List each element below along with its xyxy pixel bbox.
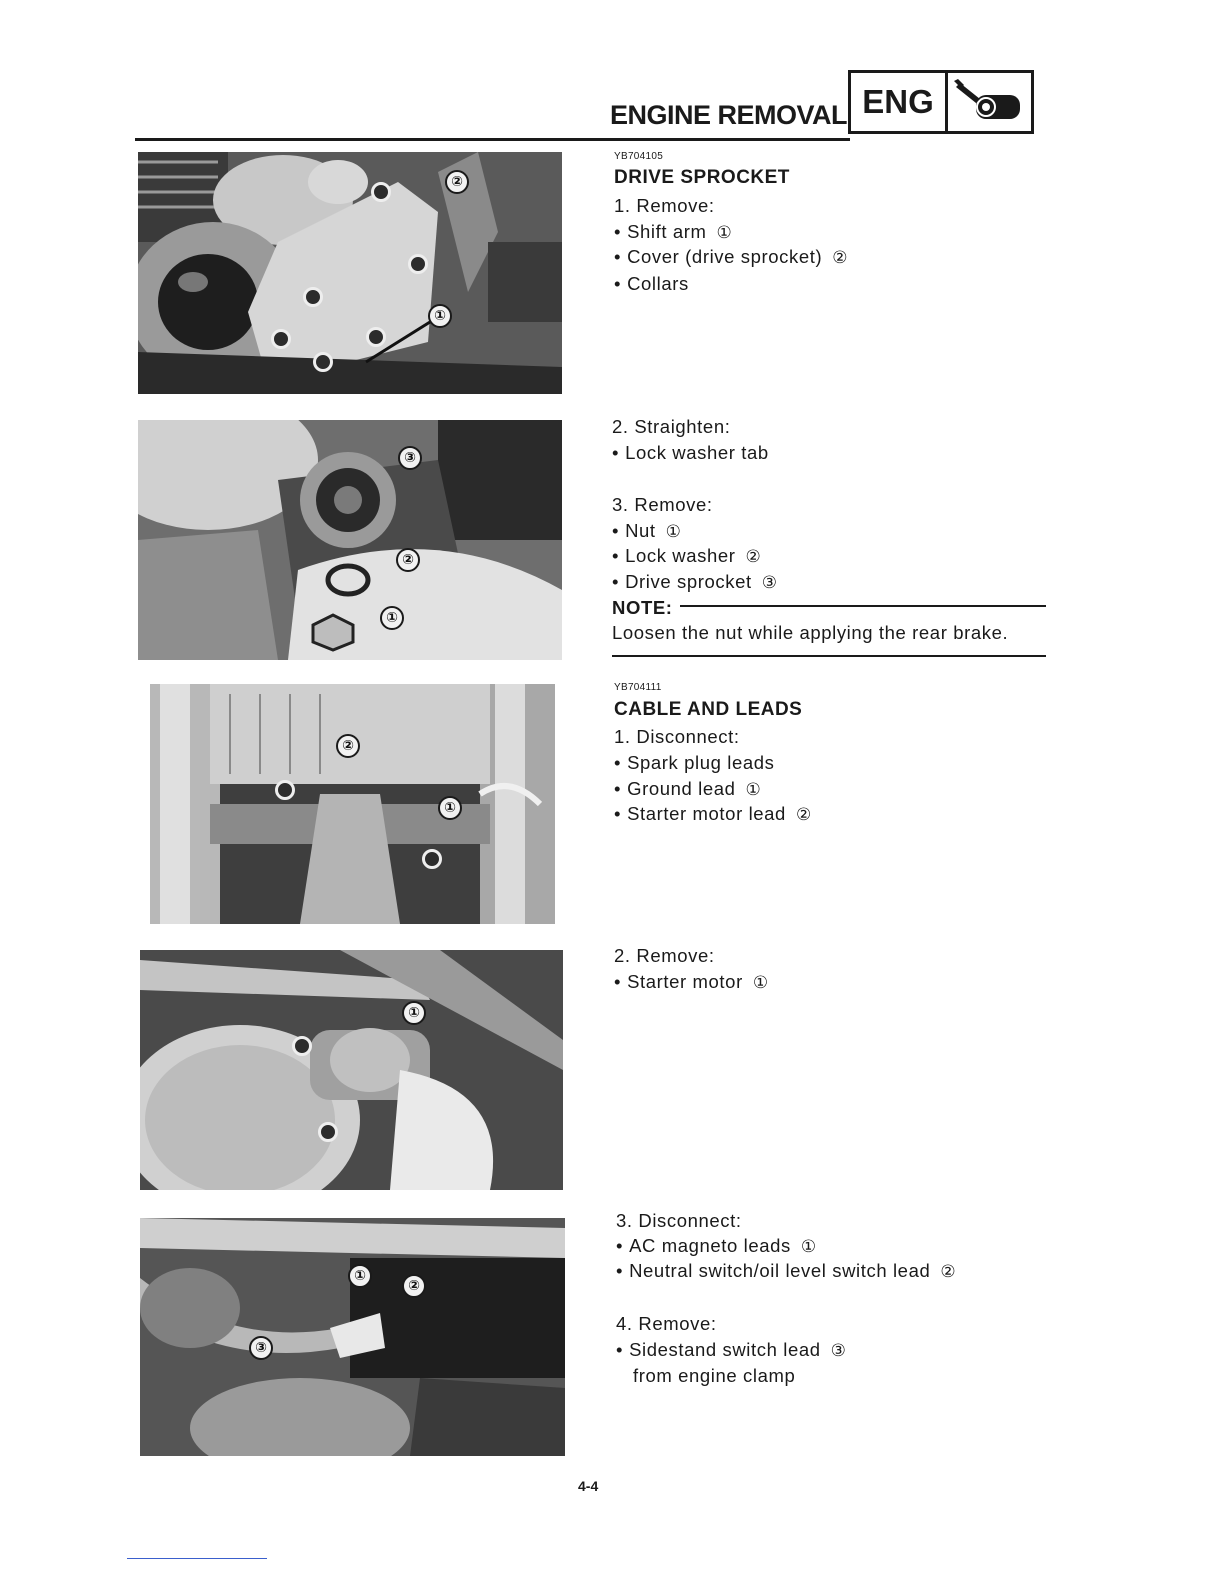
page-number: 4-4 — [578, 1478, 599, 1494]
section-badge — [848, 70, 1034, 134]
callout-1: ① — [402, 1001, 426, 1025]
list-item: • AC magneto leads ① — [616, 1235, 817, 1257]
list-item: • Neutral switch/oil level switch lead ② — [616, 1260, 956, 1282]
section-code: YB704111 — [614, 682, 662, 693]
step-label: 2. Straighten: — [612, 416, 731, 437]
photo-cable-leads — [150, 684, 555, 924]
photo-magneto-leads — [140, 1218, 565, 1456]
list-item: • Cover (drive sprocket) ② — [614, 246, 848, 268]
callout-1: ① — [380, 606, 404, 630]
note-rule-bottom — [612, 655, 1046, 657]
step-label: 3. Remove: — [612, 494, 713, 515]
photo-drive-sprocket — [138, 420, 562, 660]
section-heading: CABLE AND LEADS — [614, 699, 803, 720]
engine-wrench-icon — [948, 73, 1031, 131]
list-item: • Nut ① — [612, 520, 682, 542]
section-label: ENG — [851, 73, 948, 131]
list-item: • Collars — [614, 273, 689, 295]
page-title: ENGINE REMOVAL — [610, 100, 848, 130]
callout-2: ② — [402, 1274, 426, 1298]
step-label: 1. Disconnect: — [614, 726, 740, 747]
callout-2: ② — [396, 548, 420, 572]
list-item: • Lock washer tab — [612, 442, 769, 464]
step-label: 3. Disconnect: — [616, 1210, 742, 1231]
list-item: • Starter motor lead ② — [614, 803, 812, 825]
note-text: Loosen the nut while applying the rear brake. — [612, 622, 1009, 643]
header-rule — [135, 138, 850, 141]
callout-1: ① — [428, 304, 452, 328]
callout-1: ① — [438, 796, 462, 820]
photo-drive-sprocket-cover — [138, 152, 562, 394]
callout-3: ③ — [249, 1336, 273, 1360]
callout-2: ② — [336, 734, 360, 758]
list-item: • Drive sprocket ③ — [612, 571, 778, 593]
list-item: • Spark plug leads — [614, 752, 775, 774]
section-code: YB704105 — [614, 151, 664, 162]
list-item: • Ground lead ① — [614, 778, 761, 800]
footer-link-underline — [127, 1558, 267, 1559]
list-item: • Lock washer ② — [612, 545, 761, 567]
note-label: NOTE: — [612, 597, 673, 618]
callout-2: ② — [445, 170, 469, 194]
list-item: • Shift arm ① — [614, 221, 732, 243]
section-heading: DRIVE SPROCKET — [614, 167, 790, 188]
list-item: • Starter motor ① — [614, 971, 769, 993]
list-item-continued: from engine clamp — [633, 1365, 796, 1386]
step-label: 4. Remove: — [616, 1313, 717, 1334]
callout-3: ③ — [398, 446, 422, 470]
list-item: • Sidestand switch lead ③ — [616, 1339, 846, 1361]
note-rule-top — [680, 605, 1046, 607]
photo-starter-motor — [140, 950, 563, 1190]
step-label: 2. Remove: — [614, 945, 715, 966]
callout-1: ① — [348, 1264, 372, 1288]
step-label: 1. Remove: — [614, 195, 715, 216]
